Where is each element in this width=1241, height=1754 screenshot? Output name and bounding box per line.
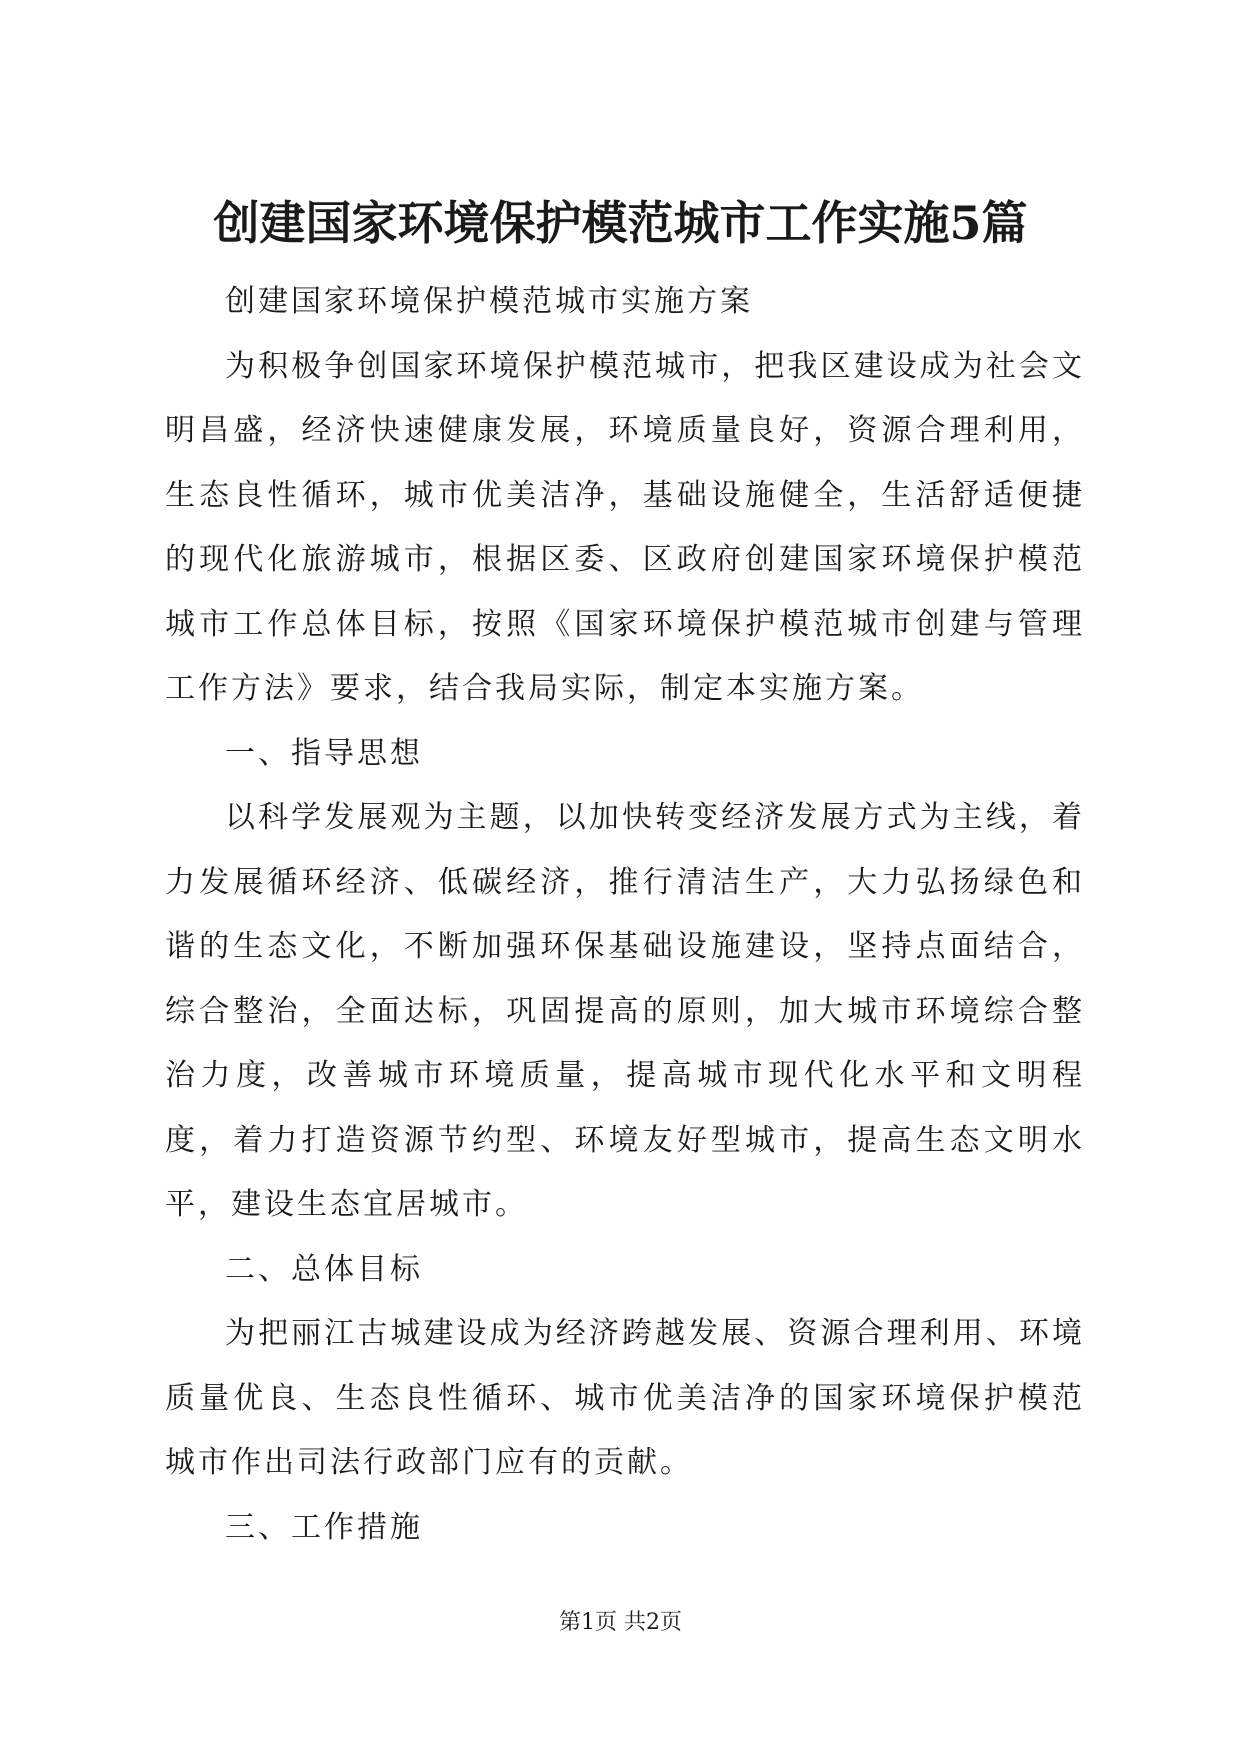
document-title: 创建国家环境保护模范城市工作实施5篇 — [213, 196, 1028, 250]
paragraph-subtitle: 创建国家环境保护模范城市实施方案 — [225, 284, 753, 319]
section-heading-guiding-ideology: 一、指导思想 — [225, 735, 423, 771]
paragraph-intro: 为积极争创国家环境保护模范城市，把我区建设成为社会文明昌盛，经济快速健康发展，环境质量良好，资源合理利用，生态良性循环，城市优美洁净，基础设施健全，生活舒适便捷的现代化旅游城市，根据区委、区政府创建国家环境保护模范城市工作总体目标，按照《国家环境保护模范城市创建与管理工作方法》要求，结合我局实际，制定本实施方案。 — [165, 348, 1085, 706]
page-footer — [0, 1605, 1241, 1641]
section-heading-overall-goal: 二、总体目标 — [225, 1251, 423, 1287]
paragraph-overall-goal: 为把丽江古城建设成为经济跨越发展、资源合理利用、环境质量优良、生态良性循环、城市优美洁净的国家环境保护模范城市作出司法行政部门应有的贡献。 — [165, 1316, 1085, 1480]
paragraph-guiding-ideology: 以科学发展观为主题，以加快转变经济发展方式为主线，着力发展循环经济、低碳经济，推行清洁生产，大力弘扬绿色和谐的生态文化，不断加强环保基础设施建设，坚持点面结合，综合整治，全面达标，巩固提高的原则，加大城市环境综合整治力度，改善城市环境质量，提高城市现代化水平和文明程度，着力打造资源节约型、环境友好型城市，提高生态文明水平，建设生态宜居城市。 — [165, 800, 1085, 1222]
section-heading-work-measures: 三、工作措施 — [225, 1509, 423, 1545]
page-number-label: 第1页 共2页 — [559, 1610, 682, 1635]
document-body — [165, 270, 1085, 1560]
